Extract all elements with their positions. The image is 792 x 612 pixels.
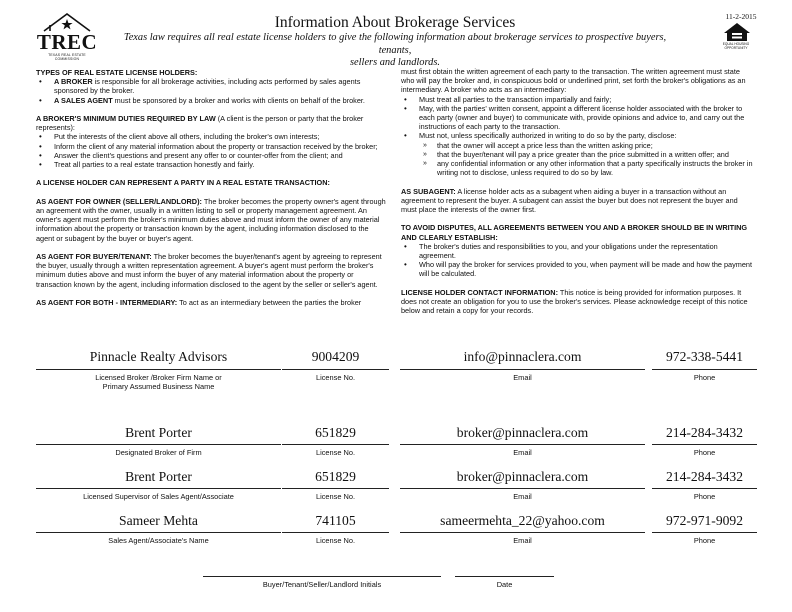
list-item: • A BROKER is responsible for all brokerage activities, including acts performed by sales agents sponsored by the broker. (36, 77, 388, 95)
broker-firm-label: Licensed Broker /Broker Firm Name or Primary Assumed Business Name (95, 373, 222, 392)
signature-line (400, 369, 645, 370)
page-subtitle (110, 32, 680, 70)
duties-list (36, 132, 388, 169)
phone-label: Phone (693, 373, 716, 382)
equal-housing-caption: EQUAL HOUSING OPPORTUNITY (722, 42, 750, 50)
left-column (36, 68, 388, 307)
phone-label: Phone (693, 448, 716, 457)
subtitle-line-1: Texas law requires all real estate license holders to give the following information about brokerage services to prospective buyers, tenants, (123, 32, 667, 56)
list-item: • May, with the parties' written consent, appoint a different license holder associated with the broker to each party (owner and buyer) to communicate with, provide opinions and advice to, and carry out the instructions of each party to the transaction. (401, 104, 753, 132)
phone-label: Phone (693, 536, 716, 545)
list-item: • Answer the client's questions and present any offer to or counter-offer from the client; and (36, 151, 388, 160)
sales-agent-phone[interactable]: 972-971-9092 (665, 513, 744, 528)
supervisor-phone[interactable]: 214-284-3432 (665, 469, 744, 484)
subtitle-line-2: sellers and landlords. (350, 57, 440, 69)
list-item: • Must treat all parties to the transaction impartially and fairly; (401, 95, 753, 104)
email-label: Email (513, 492, 532, 501)
initials-label: Buyer/Tenant/Seller/Landlord Initials (262, 580, 382, 589)
list-item: • Treat all parties to a real estate transaction honestly and fairly. (36, 160, 388, 169)
signature-line (652, 444, 757, 445)
sales-agent-name[interactable]: Sameer Mehta (119, 513, 198, 528)
signature-line (282, 444, 389, 445)
types-heading: TYPES OF REAL ESTATE LICENSE HOLDERS: (36, 68, 198, 77)
types-list (36, 77, 388, 105)
subagent-paragraph: AS SUBAGENT: A license holder acts as a subagent when aiding a buyer in a transaction without an agreement to represent the buyer. A subagent can assist the buyer but does not represent the buyer and must place the interests of the owner first. (401, 186, 738, 215)
page-title: Information About Brokerage Services (274, 14, 516, 31)
sales-agent-email[interactable]: sameermehta_22@yahoo.com (440, 513, 605, 528)
signature-line (400, 444, 645, 445)
initials-line[interactable] (203, 576, 441, 577)
list-item: • A SALES AGENT must be sponsored by a broker and works with clients on behalf of the broker. (36, 96, 388, 105)
email-label: Email (513, 536, 532, 545)
license-label: License No. (315, 492, 356, 501)
list-item: • Must not, unless specifically authorized in writing to do so by the party, disclose: (401, 131, 753, 140)
license-label: License No. (315, 448, 356, 457)
sales-agent-label: Sales Agent/Associate's Name (108, 536, 209, 545)
signature-line (652, 369, 757, 370)
represent-heading: A LICENSE HOLDER CAN REPRESENT A PARTY IN A REAL ESTATE TRANSACTION: (36, 178, 330, 188)
signature-line (36, 488, 281, 489)
supervisor-email[interactable]: broker@pinnaclera.com (456, 469, 589, 484)
supervisor-name[interactable]: Brent Porter (125, 469, 192, 484)
logo-text: TREC (36, 30, 98, 54)
signature-line (282, 488, 389, 489)
right-column (401, 67, 753, 315)
list-item: » that the owner will accept a price less than the written asking price; (419, 141, 753, 150)
email-label: Email (513, 373, 532, 382)
designated-broker-email[interactable]: broker@pinnaclera.com (456, 425, 589, 440)
list-item: • The broker's duties and responsibilities to you, and your obligations under the representation agreement. (401, 242, 753, 260)
contact-paragraph: LICENSE HOLDER CONTACT INFORMATION: This notice is being provided for information purposes. It does not create an obligation for you to use the broker's services. Please acknowledge receipt of this notice below and retain a copy for your records. (401, 287, 748, 316)
signature-line (400, 488, 645, 489)
disclose-list (401, 141, 753, 178)
signature-line (652, 488, 757, 489)
designated-broker-label: Designated Broker of Firm (115, 448, 202, 457)
email-label: Email (513, 448, 532, 457)
signature-line (652, 532, 757, 533)
list-item: • Inform the client of any material information about the property or transaction received by the broker; (36, 142, 388, 151)
intermediary-paragraph: AS AGENT FOR BOTH - INTERMEDIARY: To act as an intermediary between the parties the broker (36, 298, 362, 307)
list-item: » that the buyer/tenant will pay a price greater than the price submitted in a written offer; and (419, 150, 753, 159)
sales-agent-license[interactable]: 741105 (315, 513, 356, 528)
list-item: • Who will pay the broker for services provided to you, when payment will be made and how the payment will be calculated. (401, 260, 753, 278)
signature-line (282, 369, 389, 370)
owner-agent-paragraph: AS AGENT FOR OWNER (SELLER/LANDLORD): The broker becomes the property owner's agent through an agreement with the owner, usually in a written listing to sell or property management agreement. An owner's agent must perform the broker's minimum duties above and must inform the owner of any material information about the property or transaction known by the agent, including information disclosed to the agent or subagent by the buyer or buyer's agent. (36, 196, 386, 243)
supervisor-license[interactable]: 651829 (315, 469, 356, 484)
phone-label: Phone (693, 492, 716, 501)
signature-line (36, 369, 281, 370)
signature-line (36, 532, 281, 533)
signature-line (282, 532, 389, 533)
signature-line (400, 532, 645, 533)
broker-license-number[interactable]: 9004209 (311, 349, 360, 364)
designated-broker-license[interactable]: 651829 (315, 425, 356, 440)
date-line[interactable] (455, 576, 554, 577)
designated-broker-phone[interactable]: 214-284-3432 (665, 425, 744, 440)
license-label: License No. (315, 373, 356, 382)
broker-firm-name[interactable]: Pinnacle Realty Advisors (89, 349, 228, 364)
signature-line (36, 444, 281, 445)
disputes-heading: TO AVOID DISPUTES, ALL AGREEMENTS BETWEEN YOU AND A BROKER SHOULD BE IN WRITING AND CLEARLY ESTABLISH: (401, 223, 748, 242)
list-item: • Put the interests of the client above all others, including the broker's own interests; (36, 132, 388, 141)
buyer-agent-paragraph: AS AGENT FOR BUYER/TENANT: The broker becomes the buyer/tenant's agent by agreeing to represent the buyer, usually through a written representation agreement. A buyer's agent must perform the broker's minimum duties above and must inform the buyer of any material information about the property or transaction known by the agent, including information disclosed to the agent by the seller or seller's agent. (36, 252, 382, 289)
intermediary-list (401, 95, 753, 141)
date-label: Date (496, 580, 513, 589)
form-date: 11-2-2015 (725, 12, 757, 21)
designated-broker-name[interactable]: Brent Porter (125, 425, 192, 440)
duties-heading: A BROKER'S MINIMUM DUTIES REQUIRED BY LAW (A client is the person or party that the broker represents): (36, 114, 364, 133)
supervisor-label: Licensed Supervisor of Sales Agent/Associate (83, 492, 234, 501)
broker-phone[interactable]: 972-338-5441 (665, 349, 744, 364)
intermediary-continued: must first obtain the written agreement of each party to the transaction. The written agreement must state who will pay the broker and, in conspicuous bold or underlined print, set forth the broker's obligations as an intermediary. A broker who acts as an intermediary: (401, 67, 746, 95)
license-label: License No. (315, 536, 356, 545)
list-item: » any confidential information or any other information that a party specifically instructs the broker in writing not to disclose, unless required to do so by law. (419, 159, 753, 177)
logo-subtext: TEXAS REAL ESTATE COMMISSION (48, 53, 86, 61)
disputes-list (401, 242, 753, 279)
broker-email[interactable]: info@pinnaclera.com (463, 349, 582, 364)
